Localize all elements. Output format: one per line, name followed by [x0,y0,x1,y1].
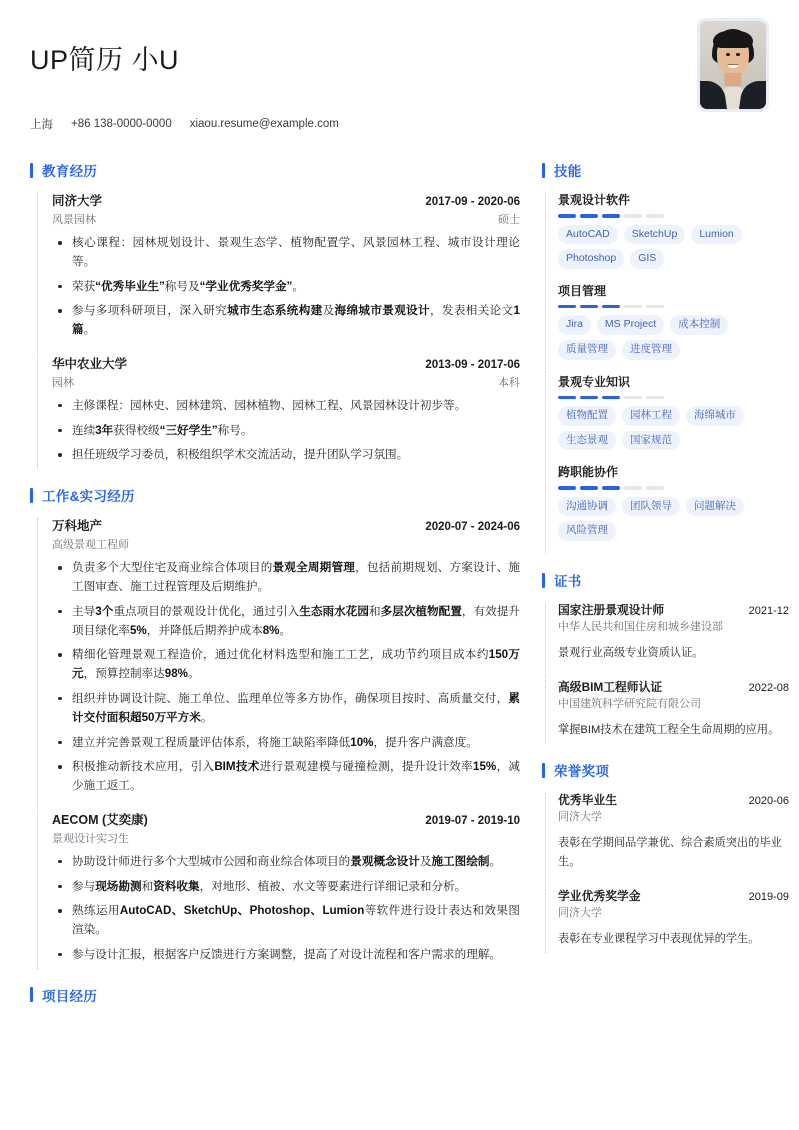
section-title-education: 教育经历 [42,164,98,179]
skill-level-segment [580,214,598,218]
entry-header-row [52,810,520,828]
skill-level-segment [646,305,664,309]
card-description: 表彰在专业课程学习中表现优异的学生。 [558,933,760,945]
section-accent-bar [30,987,33,1002]
skill-tag: 问题解决 [686,497,744,517]
entry-organization: 华中农业大学 [52,356,128,371]
skill-group-name: 景观设计软件 [558,193,631,207]
entry-role-or-major: 风景园林 [52,214,96,226]
experience-entry [30,191,520,354]
skill-level-segment [646,486,664,490]
card-description: 景观行业高级专业资质认证。 [558,647,704,660]
skill-level-segment [580,486,598,490]
certificate-list [542,601,789,744]
section-title-projects: 项目经历 [42,988,98,1004]
work-list [30,516,520,969]
skill-level-segment [646,214,664,218]
entry-role-or-major: 高级景观工程师 [52,539,129,552]
entry-date-range: 2019-07 - 2019-10 [425,814,520,827]
entry-bullet-list [52,853,520,965]
section-awards [542,760,789,953]
skill-level-segment [580,396,598,400]
skill-level-segment [602,214,620,218]
skill-tag: SketchUp [624,225,686,245]
skill-group [542,282,789,373]
skill-level-segment [624,486,642,490]
card-header-row [558,887,789,904]
contact-email: xiaou.resume@example.com [189,118,339,131]
entry-organization: 同济大学 [52,194,103,208]
skill-level-segment [580,305,598,309]
skill-level-segment [624,214,642,218]
contact-phone: +86 138-0000-0000 [71,118,172,131]
contact-line [30,116,769,132]
section-title-certificates: 证书 [554,574,582,590]
skill-group-name: 跨职能协作 [558,465,619,480]
experience-entry [30,354,520,469]
card-issuer: 中国建筑科学研究院有限公司 [558,698,701,711]
bullet-item: 参与现场勘测和资料收集，对地形、植被、水文等要素进行详细记录和分析。 [72,878,520,897]
skill-group [542,463,789,554]
section-header-awards [542,760,789,780]
bullet-item: 荣获“优秀毕业生”称号及“学业优秀奖学金”。 [72,278,520,297]
skill-level-segment [558,214,576,218]
portrait-photo [700,21,766,109]
section-accent-bar [542,163,545,178]
entry-date-range: 2013-09 - 2017-06 [425,358,520,371]
bullet-item: 精细化管理景观工程造价，通过优化材料选型和施工工艺，成功节约项目成本约150万元，预算控制率达98%。 [72,646,520,684]
bullet-item: 熟练运用AutoCAD、SketchUp、Photoshop、Lumion等软件进行设计表达和效果图渲染。 [72,902,520,940]
skill-tag: 园林工程 [622,406,680,426]
experience-entry [30,810,520,969]
card-issuer: 中华人民共和国住房和城乡建设部 [558,621,723,634]
card-description: 掌握BIM技术在建筑工程全生命周期的应用。 [558,724,780,737]
entry-subheader-row [52,534,520,552]
section-title-work: 工作&实习经历 [42,489,135,505]
skill-level-segment [646,396,664,400]
card-date: 2019-09 [748,891,789,904]
section-header-skills [542,160,789,180]
skill-tag: Lumion [691,225,741,245]
entry-header-row [52,516,520,534]
skill-tag-list [558,497,789,541]
section-work [30,485,520,969]
skill-level-segment [624,305,642,309]
skill-tag: Jira [558,315,591,335]
card-header-row [558,791,789,808]
section-header-work [30,485,520,505]
bullet-item: 协助设计师进行多个大型城市公园和商业综合体项目的景观概念设计及施工图绘制。 [72,853,520,872]
section-header-certificates [542,570,789,590]
avatar [697,18,769,112]
bullet-item: 积极推动新技术应用，引入BIM技术进行景观建模与碰撞检测，提升设计效率15%，减少施工返工。 [72,758,520,796]
bullet-item: 组织并协调设计院、施工单位、监理单位等多方协作，确保项目按时、高质量交付，累计交付面积超50万平方米。 [72,690,520,728]
skill-level-bar [558,305,789,309]
section-title-awards: 荣誉奖项 [554,764,610,780]
skill-level-segment [558,486,576,490]
bullet-item: 参与设计汇报，根据客户反馈进行方案调整，提高了对设计流程和客户需求的理解。 [72,946,520,965]
certificate-entry [542,601,789,678]
entry-role-or-major: 园林 [52,376,74,389]
skill-tag-list [558,406,789,450]
skill-tag: 团队领导 [622,497,680,517]
entry-date-range: 2020-07 - 2024-06 [425,521,520,534]
left-column [30,160,520,1021]
skill-tag: 国家规范 [622,431,680,451]
skill-level-segment [624,396,642,400]
section-education [30,160,520,469]
entry-subheader-row [52,372,520,390]
award-entry [542,791,789,887]
award-list [542,791,789,953]
card-date: 2020-06 [748,795,789,808]
skill-level-segment [558,305,576,309]
card-title: 国家注册景观设计师 [558,603,665,618]
card-date: 2022-08 [748,682,789,695]
skill-tag: 海绵城市 [686,406,744,426]
skill-level-bar [558,214,789,218]
skill-level-segment [602,305,620,309]
skill-group-name: 景观专业知识 [558,374,631,389]
card-issuer: 同济大学 [558,811,602,824]
entry-subheader-row [52,209,520,227]
section-header-projects [30,985,520,1005]
entry-bullet-list [52,559,520,796]
card-header-row [558,601,789,618]
bullet-item: 建立并完善景观工程质量评估体系，将施工缺陷率降低10%，提升客户满意度。 [72,734,520,753]
entry-subheader-row [52,828,520,846]
skill-group [542,373,789,464]
bullet-item: 主导3个重点项目的景观设计优化，通过引入生态雨水花园和多层次植物配置，有效提升项目绿化率5%，并降低后期养护成本8%。 [72,603,520,641]
card-title: 高级BIM工程师认证 [558,680,663,695]
contact-location: 上海 [30,119,53,132]
skill-tag: MS Project [597,315,664,335]
page-title: UP简历 小U [30,45,180,75]
skill-tag: GIS [630,249,664,269]
bullet-item: 核心课程：园林规划设计、景观生态学、植物配置学、风景园林工程、城市设计理论等。 [72,234,520,272]
skill-tag-list [558,225,789,269]
entry-bullet-list [52,234,520,340]
card-date: 2021-12 [748,605,789,618]
skill-tag: 生态景观 [558,431,616,451]
skill-tag: 沟通协调 [558,497,616,517]
bullet-item: 连续3年获得校级“三好学生”称号。 [72,422,520,441]
right-column [542,160,789,969]
skill-level-segment [558,396,576,400]
section-accent-bar [542,573,545,588]
section-title-skills: 技能 [554,164,582,179]
skill-level-bar [558,486,789,490]
card-title: 学业优秀奖学金 [558,889,641,904]
certificate-entry [542,678,789,744]
entry-bullet-list [52,397,520,465]
skill-tag: AutoCAD [558,225,618,245]
skill-tag: 植物配置 [558,406,616,426]
skill-level-bar [558,396,789,400]
skills-list [542,191,789,554]
section-certificates [542,570,789,744]
bullet-item: 参与多项科研项目，深入研究城市生态系统构建及海绵城市景观设计，发表相关论文1篇。 [72,302,520,340]
section-accent-bar [30,488,33,503]
skill-tag-list [558,315,789,359]
award-entry [542,887,789,953]
skill-level-segment [602,396,620,400]
skill-tag: 质量管理 [558,340,616,360]
section-projects [30,985,520,1005]
skill-tag: 风险管理 [558,521,616,541]
skill-tag: Photoshop [558,249,624,269]
skill-group [542,191,789,282]
skill-level-segment [602,486,620,490]
entry-organization: AECOM (艾奕康) [52,812,148,827]
resume-header [30,0,769,160]
education-list [30,191,520,469]
section-accent-bar [30,163,33,178]
card-description: 表彰在学期间品学兼优、综合素质突出的毕业生。 [558,837,782,869]
section-skills [542,160,789,554]
entry-organization: 万科地产 [52,519,103,534]
entry-date-range: 2017-09 - 2020-06 [425,196,520,208]
bullet-item: 担任班级学习委员，积极组织学术交流活动，提升团队学习氛围。 [72,446,520,465]
entry-header-row [52,354,520,372]
bullet-item: 主修课程：园林史、园林建筑、园林植物、园林工程、风景园林设计初步等。 [72,397,520,416]
bullet-item: 负责多个大型住宅及商业综合体项目的景观全周期管理，包括前期规划、方案设计、施工图审查、施工过程管理及后期维护。 [72,559,520,597]
entry-role-or-major: 景观设计实习生 [52,832,129,845]
section-header-education [30,160,520,180]
entry-degree: 本科 [498,376,520,389]
card-issuer: 同济大学 [558,907,602,920]
card-title: 优秀毕业生 [558,793,617,808]
skill-tag: 成本控制 [670,315,728,335]
entry-header-row [52,191,520,209]
skill-tag: 进度管理 [622,340,680,360]
skill-group-name: 项目管理 [558,283,607,298]
section-accent-bar [542,763,545,778]
experience-entry [30,516,520,810]
entry-degree: 硕士 [498,214,520,226]
resume-body [30,160,789,1021]
card-header-row [558,678,789,695]
